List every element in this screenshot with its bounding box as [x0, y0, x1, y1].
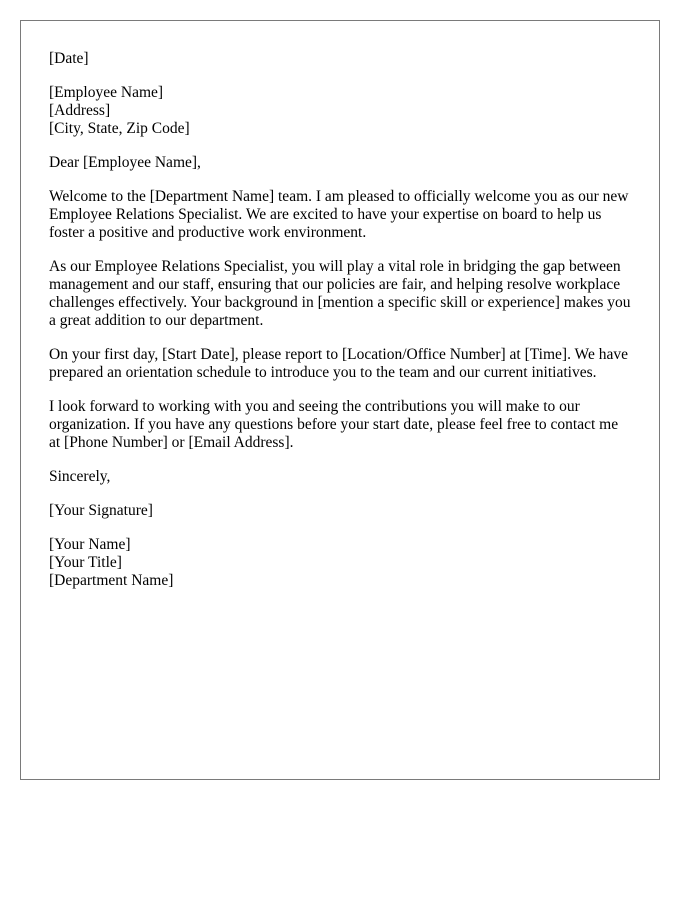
recipient-address: [Address] [49, 102, 111, 119]
sender-title: [Your Title] [49, 554, 122, 571]
body-paragraph-welcome: Welcome to the [Department Name] team. I am pleased to officially welcome you as our new Employee Relations Specialist. We are excited to have your expertise on board to help us foster a positive and productive work environment. [49, 188, 629, 241]
body-paragraph-first-day: On your first day, [Start Date], please report to [Location/Office Number] at [Time]. We have prepared an orientation schedule to introduce you to the team and our current initiatives. [49, 346, 628, 381]
body-paragraph-contact: I look forward to working with you and seeing the contributions you will make to our organization. If you have any questions before your start date, please feel free to contact me at [Phone Number] or [Email Address]. [49, 398, 619, 451]
sender-department: [Department Name] [49, 572, 174, 589]
closing: Sincerely, [49, 468, 111, 485]
recipient-block [49, 84, 631, 138]
recipient-city-state-zip: [City, State, Zip Code] [49, 120, 190, 137]
recipient-name: [Employee Name] [49, 84, 164, 101]
signature-placeholder: [Your Signature] [49, 502, 153, 519]
sender-block [49, 536, 631, 590]
letter-date: [Date] [49, 50, 89, 67]
letter-page [20, 20, 660, 780]
body-paragraph-role: As our Employee Relations Specialist, you will play a vital role in bridging the gap between management and our staff, ensuring that our policies are fair, and helping resolve workplace challenges effectively. Your background in [mention a specific skill or experience] makes you a great addition to our department. [49, 258, 631, 329]
salutation: Dear [Employee Name], [49, 154, 201, 171]
sender-name: [Your Name] [49, 536, 131, 553]
